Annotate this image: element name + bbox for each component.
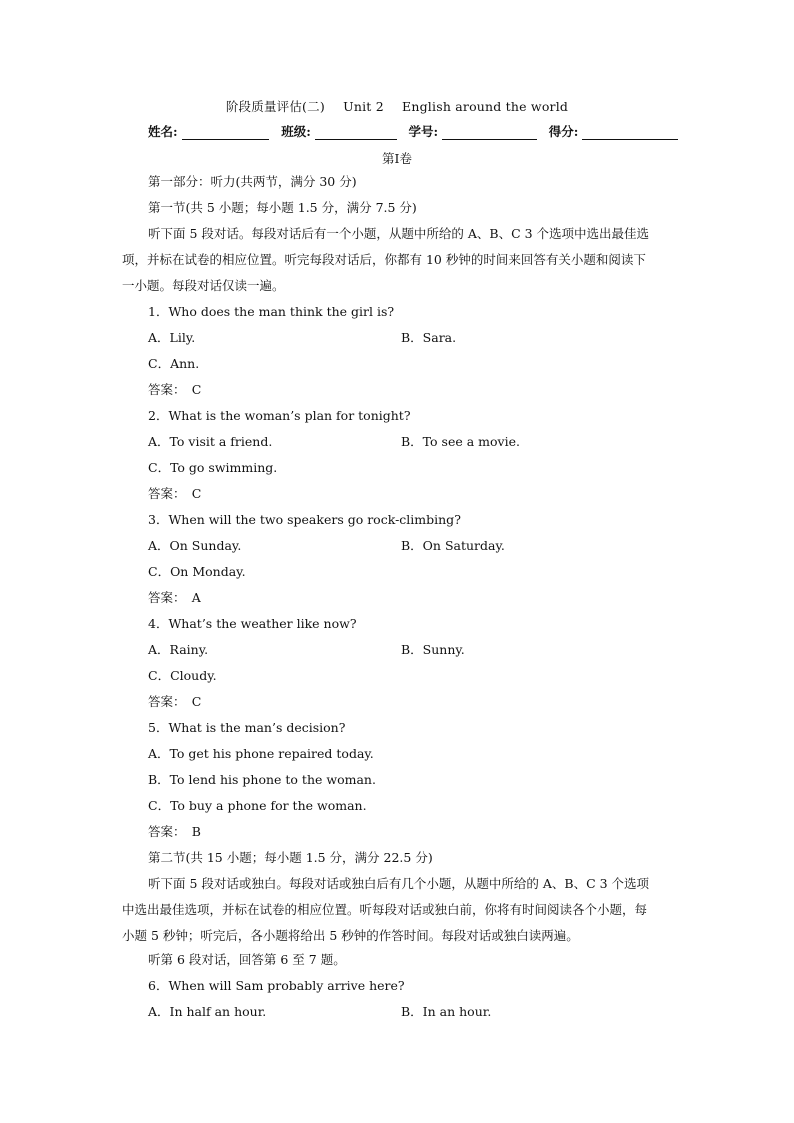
section1-heading: 第一节(共 5 小题；每小题 1.5 分，满分 7.5 分) bbox=[148, 200, 417, 215]
q1-answer: 答案： C bbox=[148, 382, 202, 397]
q3-answer: 答案： A bbox=[148, 590, 201, 605]
q5-option-c: C．To buy a phone for the woman. bbox=[148, 798, 367, 813]
class-label: 班级: bbox=[281, 124, 311, 139]
part1-heading: 第一部分：听力(共两节，满分 30 分) bbox=[148, 174, 357, 189]
section2-instructions-line-3: 小题 5 秒钟；听完后，各小题将给出 5 秒钟的作答时间。每段对话或独白读两遍。 bbox=[122, 928, 579, 943]
question-1: 1．Who does the man think the girl is? bbox=[148, 304, 395, 319]
title-unit-name: English around the world bbox=[402, 99, 569, 114]
class-field[interactable] bbox=[315, 125, 397, 140]
volume-heading: 第Ⅰ卷 bbox=[382, 151, 412, 166]
q5-option-a: A．To get his phone repaired today. bbox=[148, 746, 374, 761]
q2-option-a: A．To visit a friend. bbox=[148, 434, 273, 449]
q1-option-b: B．Sara. bbox=[401, 330, 457, 345]
q3-option-c: C．On Monday. bbox=[148, 564, 246, 579]
question-3: 3．When will the two speakers go rock-climbing? bbox=[148, 512, 461, 527]
q6-option-b: B．In an hour. bbox=[401, 1004, 492, 1019]
section2-instructions-line-2: 中选出最佳选项，并标在试卷的相应位置。听每段对话或独白前，你将有时间阅读各个小题，每 bbox=[122, 902, 648, 917]
number-label: 学号: bbox=[408, 124, 439, 139]
name-field[interactable] bbox=[182, 125, 270, 140]
q4-option-a: A．Rainy. bbox=[148, 642, 209, 657]
section2-heading: 第二节(共 15 小题；每小题 1.5 分，满分 22.5 分) bbox=[148, 850, 433, 865]
student-info-row bbox=[148, 122, 678, 140]
q4-answer: 答案： C bbox=[148, 694, 202, 709]
instructions-line-3: 一小题。每段对话仅读一遍。 bbox=[122, 278, 285, 293]
number-field[interactable] bbox=[442, 125, 537, 140]
score-label: 得分: bbox=[548, 124, 579, 139]
page-title bbox=[0, 97, 794, 115]
title-unit: Unit 2 bbox=[343, 99, 384, 114]
question-6: 6．When will Sam probably arrive here? bbox=[148, 978, 405, 993]
instructions-line-1: 听下面 5 段对话。每段对话后有一个小题，从题中所给的 A、B、C 3 个选项中选出最佳选 bbox=[148, 226, 650, 241]
q6-option-a: A．In half an hour. bbox=[148, 1004, 267, 1019]
q2-option-b: B．To see a movie. bbox=[401, 434, 520, 449]
q2-answer: 答案： C bbox=[148, 486, 202, 501]
q5-answer: 答案： B bbox=[148, 824, 201, 839]
score-field[interactable] bbox=[582, 125, 678, 140]
title-cn: 阶段质量评估(二) bbox=[225, 99, 325, 114]
q5-option-b: B．To lend his phone to the woman. bbox=[148, 772, 376, 787]
q2-option-c: C．To go swimming. bbox=[148, 460, 278, 475]
q3-option-a: A．On Sunday. bbox=[148, 538, 242, 553]
q1-option-c: C．Ann. bbox=[148, 356, 200, 371]
q4-option-b: B．Sunny. bbox=[401, 642, 465, 657]
q4-option-c: C．Cloudy. bbox=[148, 668, 217, 683]
instructions-line-2: 项，并标在试卷的相应位置。听完每段对话后，你都有 10 秒钟的时间来回答有关小题和阅读下 bbox=[122, 252, 646, 267]
question-4: 4．What’s the weather like now? bbox=[148, 616, 357, 631]
name-label: 姓名: bbox=[148, 124, 178, 139]
section2-instructions-line-1: 听下面 5 段对话或独白。每段对话或独白后有几个小题，从题中所给的 A、B、C 3 个选项 bbox=[148, 876, 650, 891]
q3-option-b: B．On Saturday. bbox=[401, 538, 505, 553]
question-5: 5．What is the man’s decision? bbox=[148, 720, 346, 735]
q1-option-a: A．Lily. bbox=[148, 330, 196, 345]
dialog-6-instruction: 听第 6 段对话，回答第 6 至 7 题。 bbox=[148, 952, 346, 967]
question-2: 2．What is the woman’s plan for tonight? bbox=[148, 408, 411, 423]
